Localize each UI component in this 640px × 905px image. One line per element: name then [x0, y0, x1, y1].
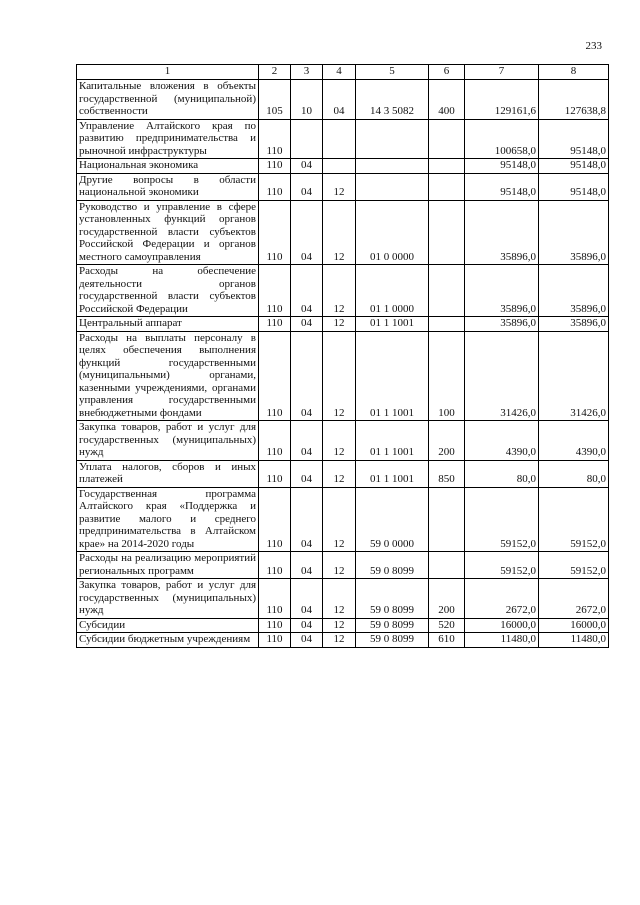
row-amount-1-cell: 129161,6: [465, 80, 539, 120]
table-row: [77, 633, 609, 648]
row-name-cell: Руководство и управление в сфере установленных функций органов государственной власти субъектов Российской Федерации и органов местного самоуправления: [77, 200, 259, 265]
row-subsection-cell: 12: [323, 173, 356, 200]
row-name-cell: Другие вопросы в области национальной экономики: [77, 173, 259, 200]
table-row: [77, 173, 609, 200]
row-amount-1-cell: 31426,0: [465, 331, 539, 421]
row-subsection-cell: 12: [323, 331, 356, 421]
row-target-cell: 01 1 0000: [356, 265, 429, 317]
page-number: 233: [585, 40, 602, 52]
table-header: [77, 65, 609, 80]
row-subsection-cell: 12: [323, 421, 356, 461]
row-code-cell: 110: [259, 618, 291, 633]
row-name-cell: Закупка товаров, работ и услуг для государственных (муниципальных) нужд: [77, 421, 259, 461]
header-row: [77, 65, 609, 80]
row-code-cell: 110: [259, 317, 291, 332]
row-name-cell: Расходы на выплаты персоналу в целях обеспечения выполнения функций государственными (муниципальными) органами, казенными учреждениями, органами управления государственными внебюджетными фондами: [77, 331, 259, 421]
row-subsection-cell: [323, 159, 356, 174]
row-code-cell: 110: [259, 552, 291, 579]
row-code-cell: 110: [259, 173, 291, 200]
row-section-cell: 04: [291, 265, 323, 317]
row-amount-1-cell: 95148,0: [465, 173, 539, 200]
row-section-cell: 04: [291, 317, 323, 332]
row-section-cell: 04: [291, 579, 323, 619]
row-target-cell: 01 1 1001: [356, 331, 429, 421]
row-amount-2-cell: 35896,0: [539, 317, 609, 332]
row-subsection-cell: 04: [323, 80, 356, 120]
row-amount-1-cell: 59152,0: [465, 487, 539, 552]
row-subsection-cell: 12: [323, 487, 356, 552]
row-section-cell: 04: [291, 200, 323, 265]
row-amount-2-cell: 4390,0: [539, 421, 609, 461]
row-name-cell: Расходы на обеспечение деятельности органов государственной власти субъектов Российской Федерации: [77, 265, 259, 317]
row-code-cell: 110: [259, 487, 291, 552]
row-section-cell: 04: [291, 487, 323, 552]
row-type-cell: [429, 487, 465, 552]
row-type-cell: [429, 265, 465, 317]
row-amount-2-cell: 95148,0: [539, 159, 609, 174]
row-name-cell: Субсидии: [77, 618, 259, 633]
row-target-cell: 01 0 0000: [356, 200, 429, 265]
row-section-cell: [291, 119, 323, 159]
row-amount-1-cell: 2672,0: [465, 579, 539, 619]
table-row: [77, 421, 609, 461]
header-col-6: 6: [429, 65, 465, 80]
row-target-cell: 59 0 8099: [356, 618, 429, 633]
row-subsection-cell: 12: [323, 460, 356, 487]
row-amount-2-cell: 11480,0: [539, 633, 609, 648]
table-row: [77, 317, 609, 332]
row-amount-1-cell: 4390,0: [465, 421, 539, 461]
row-type-cell: 400: [429, 80, 465, 120]
row-section-cell: 04: [291, 173, 323, 200]
table-body: [77, 80, 609, 648]
row-target-cell: 59 0 8099: [356, 579, 429, 619]
row-type-cell: [429, 552, 465, 579]
row-target-cell: 01 1 1001: [356, 460, 429, 487]
row-amount-2-cell: 95148,0: [539, 173, 609, 200]
table-row: [77, 265, 609, 317]
row-amount-2-cell: 59152,0: [539, 552, 609, 579]
row-code-cell: 110: [259, 331, 291, 421]
row-type-cell: 100: [429, 331, 465, 421]
budget-table: [76, 64, 609, 648]
row-section-cell: 04: [291, 421, 323, 461]
row-subsection-cell: [323, 119, 356, 159]
row-amount-1-cell: 16000,0: [465, 618, 539, 633]
row-name-cell: Капитальные вложения в объекты государственной (муниципальной) собственности: [77, 80, 259, 120]
table-row: [77, 579, 609, 619]
row-code-cell: 110: [259, 200, 291, 265]
header-col-3: 3: [291, 65, 323, 80]
row-code-cell: 110: [259, 460, 291, 487]
table-row: [77, 460, 609, 487]
row-code-cell: 110: [259, 579, 291, 619]
row-subsection-cell: 12: [323, 618, 356, 633]
row-amount-1-cell: 59152,0: [465, 552, 539, 579]
row-amount-2-cell: 35896,0: [539, 200, 609, 265]
table-row: [77, 80, 609, 120]
table-row: [77, 487, 609, 552]
row-code-cell: 110: [259, 265, 291, 317]
row-target-cell: 01 1 1001: [356, 317, 429, 332]
header-col-2: 2: [259, 65, 291, 80]
row-amount-2-cell: 35896,0: [539, 265, 609, 317]
row-amount-1-cell: 11480,0: [465, 633, 539, 648]
row-code-cell: 110: [259, 633, 291, 648]
table-row: [77, 552, 609, 579]
row-target-cell: [356, 119, 429, 159]
row-amount-2-cell: 31426,0: [539, 331, 609, 421]
row-name-cell: Субсидии бюджетным учреждениям: [77, 633, 259, 648]
row-section-cell: 04: [291, 460, 323, 487]
row-section-cell: 04: [291, 633, 323, 648]
row-amount-1-cell: 35896,0: [465, 200, 539, 265]
row-code-cell: 110: [259, 119, 291, 159]
row-section-cell: 04: [291, 618, 323, 633]
row-section-cell: 04: [291, 159, 323, 174]
row-target-cell: 59 0 0000: [356, 487, 429, 552]
row-target-cell: 59 0 8099: [356, 633, 429, 648]
row-target-cell: 01 1 1001: [356, 421, 429, 461]
header-col-4: 4: [323, 65, 356, 80]
row-amount-1-cell: 100658,0: [465, 119, 539, 159]
row-type-cell: 520: [429, 618, 465, 633]
header-col-5: 5: [356, 65, 429, 80]
row-type-cell: [429, 119, 465, 159]
row-name-cell: Государственная программа Алтайского края «Поддержка и развитие малого и среднего предпринимательства в Алтайском крае» на 2014-2020 годы: [77, 487, 259, 552]
header-col-8: 8: [539, 65, 609, 80]
header-col-7: 7: [465, 65, 539, 80]
row-name-cell: Управление Алтайского края по развитию предпринимательства и рыночной инфраструктуры: [77, 119, 259, 159]
row-amount-1-cell: 35896,0: [465, 317, 539, 332]
row-type-cell: [429, 200, 465, 265]
table-row: [77, 200, 609, 265]
row-amount-1-cell: 80,0: [465, 460, 539, 487]
row-subsection-cell: 12: [323, 633, 356, 648]
row-type-cell: 200: [429, 579, 465, 619]
header-col-1: 1: [77, 65, 259, 80]
row-name-cell: Уплата налогов, сборов и иных платежей: [77, 460, 259, 487]
row-subsection-cell: 12: [323, 579, 356, 619]
row-subsection-cell: 12: [323, 265, 356, 317]
row-type-cell: 610: [429, 633, 465, 648]
table-row: [77, 618, 609, 633]
table-row: [77, 119, 609, 159]
row-type-cell: [429, 317, 465, 332]
row-target-cell: [356, 173, 429, 200]
row-amount-2-cell: 59152,0: [539, 487, 609, 552]
row-amount-1-cell: 35896,0: [465, 265, 539, 317]
table-row: [77, 331, 609, 421]
row-type-cell: [429, 173, 465, 200]
row-name-cell: Расходы на реализацию мероприятий региональных программ: [77, 552, 259, 579]
row-amount-2-cell: 2672,0: [539, 579, 609, 619]
row-code-cell: 110: [259, 421, 291, 461]
row-amount-1-cell: 95148,0: [465, 159, 539, 174]
row-name-cell: Национальная экономика: [77, 159, 259, 174]
row-subsection-cell: 12: [323, 200, 356, 265]
row-type-cell: [429, 159, 465, 174]
row-code-cell: 105: [259, 80, 291, 120]
row-subsection-cell: 12: [323, 552, 356, 579]
table-row: [77, 159, 609, 174]
row-section-cell: 10: [291, 80, 323, 120]
row-type-cell: 200: [429, 421, 465, 461]
row-amount-2-cell: 127638,8: [539, 80, 609, 120]
row-target-cell: 14 3 5082: [356, 80, 429, 120]
row-section-cell: 04: [291, 552, 323, 579]
row-target-cell: 59 0 8099: [356, 552, 429, 579]
row-type-cell: 850: [429, 460, 465, 487]
row-code-cell: 110: [259, 159, 291, 174]
row-section-cell: 04: [291, 331, 323, 421]
row-amount-2-cell: 80,0: [539, 460, 609, 487]
row-target-cell: [356, 159, 429, 174]
row-name-cell: Центральный аппарат: [77, 317, 259, 332]
row-amount-2-cell: 16000,0: [539, 618, 609, 633]
row-amount-2-cell: 95148,0: [539, 119, 609, 159]
row-subsection-cell: 12: [323, 317, 356, 332]
row-name-cell: Закупка товаров, работ и услуг для государственных (муниципальных) нужд: [77, 579, 259, 619]
